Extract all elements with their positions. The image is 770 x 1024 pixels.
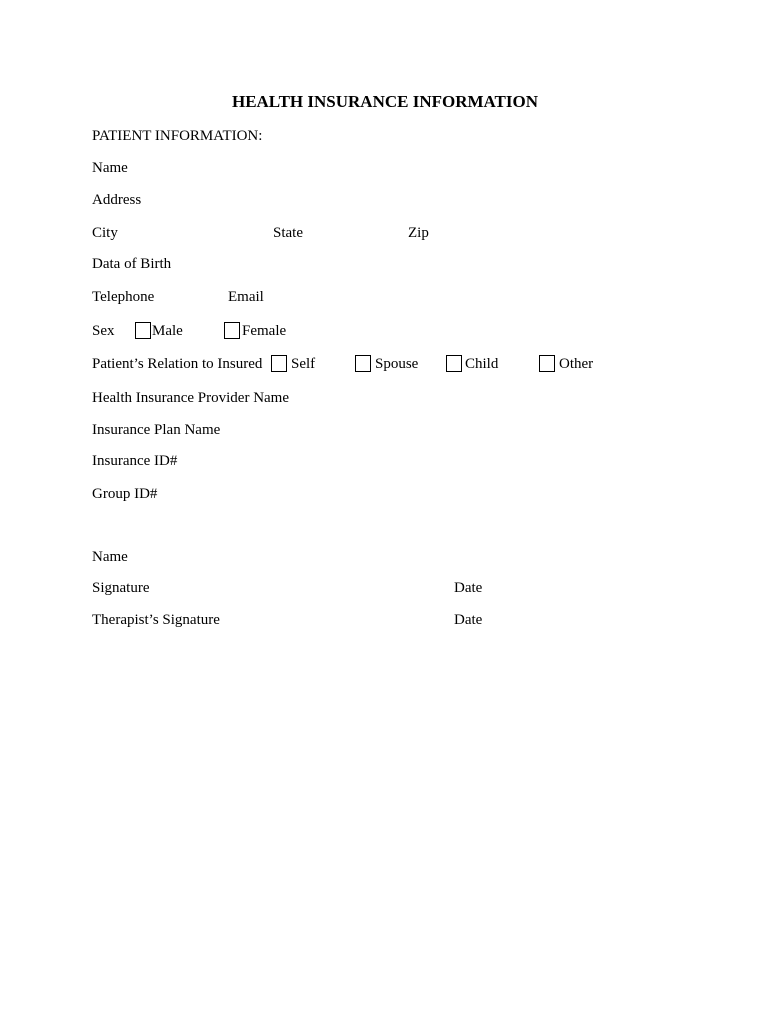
- page-title: HEALTH INSURANCE INFORMATION: [231, 92, 539, 111]
- provider-name-label: Health Insurance Provider Name: [92, 390, 290, 406]
- plan-name-label: Insurance Plan Name: [92, 422, 221, 438]
- spouse-option-label: Spouse: [375, 356, 419, 372]
- self-option-label: Self: [291, 356, 316, 372]
- state-label: State: [273, 225, 303, 241]
- signature-date-label: Date: [454, 580, 483, 596]
- child-option-label: Child: [465, 356, 499, 372]
- other-option-label: Other: [559, 356, 594, 372]
- patient-info-heading: PATIENT INFORMATION:: [92, 128, 263, 144]
- address-label: Address: [92, 192, 142, 208]
- group-id-label: Group ID#: [92, 486, 158, 502]
- therapist-signature-label: Therapist’s Signature: [92, 612, 220, 628]
- spouse-checkbox[interactable]: [355, 355, 371, 372]
- name-label: Name: [92, 160, 128, 176]
- child-checkbox[interactable]: [446, 355, 462, 372]
- zip-label: Zip: [408, 225, 429, 241]
- telephone-label: Telephone: [92, 289, 155, 305]
- male-checkbox[interactable]: [135, 322, 151, 339]
- relation-label: Patient’s Relation to Insured: [92, 356, 263, 372]
- therapist-date-label: Date: [454, 612, 483, 628]
- city-label: City: [92, 225, 118, 241]
- self-checkbox[interactable]: [271, 355, 287, 372]
- sex-label: Sex: [92, 323, 115, 339]
- signer-name-label: Name: [92, 549, 128, 565]
- other-checkbox[interactable]: [539, 355, 555, 372]
- female-checkbox[interactable]: [224, 322, 240, 339]
- date-of-birth-label: Data of Birth: [92, 256, 172, 272]
- female-option-label: Female: [242, 323, 287, 339]
- email-label: Email: [228, 289, 264, 305]
- insurance-id-label: Insurance ID#: [92, 453, 178, 469]
- signature-label: Signature: [92, 580, 150, 596]
- male-option-label: Male: [152, 323, 183, 339]
